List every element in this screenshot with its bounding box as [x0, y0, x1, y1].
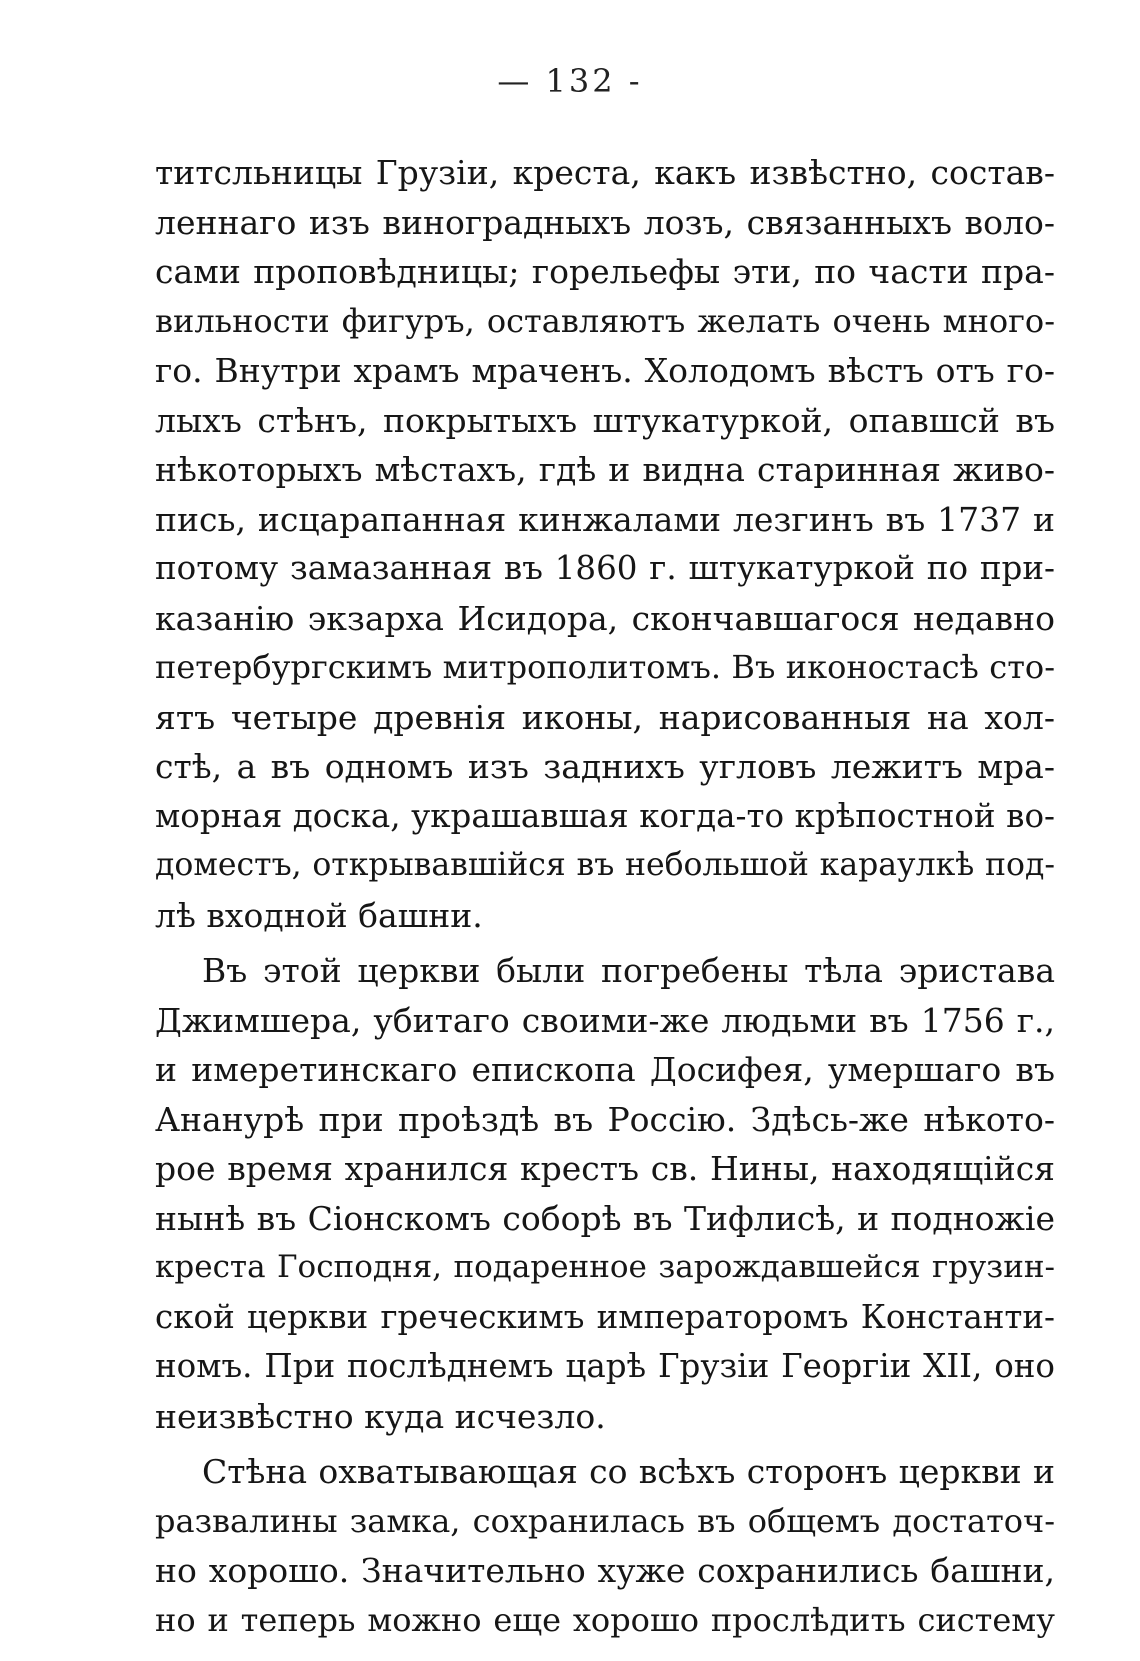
text-line: нынѣ въ Сіонскомъ соборѣ въ Тифлисѣ, и подножіе	[155, 1198, 1055, 1238]
page-number: — 132 -	[497, 62, 643, 100]
text-line: казанію экзарха Исидора, скончавшагося недавно	[155, 598, 1055, 638]
text-line: неизвѣстно куда исчезло.	[155, 1396, 606, 1436]
text-line: стѣ, а въ одномъ изъ заднихъ угловъ лежитъ мра-	[155, 747, 1055, 786]
text-line: развалины замка, сохранилась въ общемъ достаточ-	[155, 1501, 1055, 1540]
text-line: титсльницы Грузіи, креста, какъ извѣстно, состав-	[155, 153, 1055, 192]
paragraph-2	[155, 946, 1055, 1441]
text-line: го. Внутри храмъ мраченъ. Холодомъ вѣстъ отъ го-	[155, 351, 1055, 390]
body-text	[155, 148, 1055, 1645]
text-line: потому замазанная въ 1860 г. штукатуркой по при-	[155, 549, 1055, 587]
text-line: вильности фигуръ, оставляютъ желать очень много-	[155, 301, 1055, 340]
text-line: морная доска, украшавшая когда-то крѣпостной во-	[155, 796, 1055, 835]
text-line: Ананурѣ при проѣздѣ въ Россію. Здѣсь-же нѣкото-	[155, 1099, 1055, 1139]
text-line: сами проповѣдницы; горельефы эти, по части пра-	[155, 252, 1055, 291]
text-line: Въ этой церкви были погребены тѣла эристава	[202, 951, 1055, 990]
text-line: доместъ, открывавшійся въ небольшой караулкѣ под-	[155, 847, 1055, 883]
text-line: ской церкви греческимъ императоромъ Константи-	[155, 1297, 1055, 1336]
text-line: ятъ четыре древнія иконы, нарисованныя на хол-	[155, 697, 1055, 737]
text-line: рое время хранился крестъ св. Нины, находящійся	[155, 1149, 1055, 1188]
text-line: лыхъ стѣнъ, покрытыхъ штукатуркой, опавшсй въ	[155, 400, 1055, 440]
text-line: петербургскимъ митрополитомъ. Въ иконостасѣ сто-	[155, 648, 1055, 686]
text-line: нѣкоторыхъ мѣстахъ, гдѣ и видна старинная живо-	[155, 450, 1055, 489]
text-line: Джимшера, убитаго своими-же людьми въ 1756 г.,	[155, 1000, 1055, 1040]
text-line: но и теперь можно еще хорошо прослѣдить систему	[155, 1600, 1055, 1639]
text-line: креста Господня, подаренное зарождавшейся грузин-	[155, 1249, 1055, 1285]
text-line: но хорошо. Значительно хуже сохранились башни,	[155, 1551, 1055, 1590]
text-line: лѣ входной башни.	[155, 895, 483, 935]
text-line: леннаго изъ виноградныхъ лозъ, связанныхъ воло-	[155, 202, 1055, 242]
text-line: номъ. При послѣднемъ царѣ Грузіи Георгіи XII, оно	[155, 1347, 1055, 1385]
text-line: пись, исцарапанная кинжалами лезгинъ въ 1737 и	[155, 499, 1055, 539]
text-line: Стѣна охватывающая со всѣхъ сторонъ церкви и	[202, 1452, 1055, 1491]
paragraph-3	[155, 1447, 1055, 1645]
text-line: и имеретинскаго епископа Досифея, умершаго въ	[155, 1050, 1055, 1089]
paragraph-1	[155, 148, 1055, 940]
